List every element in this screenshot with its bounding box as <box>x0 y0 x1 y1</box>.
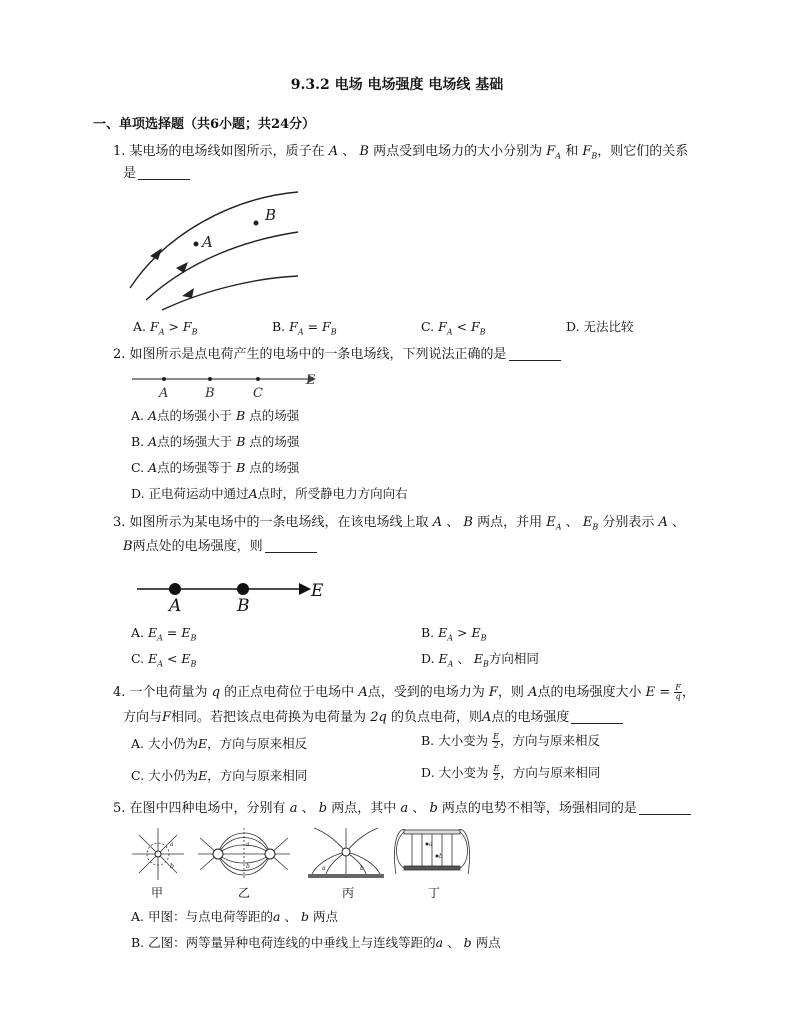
question-3-line-2: B两点处的电场强度，则 <box>123 540 317 553</box>
figure-bing-charge-plate <box>304 826 388 882</box>
point-c <box>256 377 260 381</box>
figure-field-lines-q1 <box>120 190 310 315</box>
q1-option-a[interactable]: A. $F_A > F_B$ <box>133 319 198 337</box>
svg-text:a: a <box>246 841 250 848</box>
q1-option-b[interactable]: B. $F_A = F_B$ <box>272 319 337 337</box>
q4-option-d[interactable]: D. 大小变为 $\frac{E}{2}$ ，方向与原来相同 <box>421 764 601 782</box>
question-number: 2. <box>113 347 126 362</box>
fraction-f-over-q: $\frac{F}{q}$ <box>675 683 681 701</box>
q4-option-c[interactable]: C. 大小仍为E，方向与原来相同 <box>131 768 308 783</box>
caption-bing: 丙 <box>342 886 355 900</box>
question-number: 4. <box>113 685 126 700</box>
answer-blank <box>509 349 561 361</box>
q3-option-d[interactable]: D. $E_A$ 、 $E_B$方向相同 <box>421 651 539 669</box>
label-e: E <box>311 581 324 601</box>
question-2-line-1: 2. 如图所示是点电荷产生的电场中的一条电场线，下列说法正确的是 <box>113 348 561 361</box>
svg-text:b: b <box>246 863 250 870</box>
q3-option-c[interactable]: C. $E_A < E_B$ <box>131 651 197 669</box>
field-line <box>146 232 298 300</box>
arrow-head <box>150 248 162 260</box>
svg-text:b: b <box>439 853 443 860</box>
question-4-line-1: 4. 一个电荷量为 q 的正点电荷位于电场中 A点，受到的电场力为 F，则 A点的电场强度大小 E = $\frac{F}{q}$ ， <box>113 683 695 701</box>
label-a: A <box>159 386 169 400</box>
answer-blank <box>265 541 317 553</box>
caption-ding: 丁 <box>428 886 441 900</box>
section-heading: 一、单项选择题（共6小题；共24分） <box>93 117 316 132</box>
label-a: A <box>202 233 213 251</box>
field-line <box>162 276 298 310</box>
metal-plate <box>308 874 384 878</box>
label-e: E <box>306 373 316 388</box>
answer-blank <box>138 168 190 180</box>
figure-field-line-q2 <box>130 370 325 400</box>
arrow-head <box>299 583 311 595</box>
q3-option-b[interactable]: B. $E_A > E_B$ <box>421 625 487 643</box>
label-b: B <box>237 596 250 614</box>
label-b: B <box>265 206 277 224</box>
question-number: 1. <box>113 144 126 159</box>
q4-option-b[interactable]: B. 大小变为 $\frac{E}{2}$ ，方向与原来相反 <box>421 732 601 750</box>
label-a: A <box>169 596 182 614</box>
figure-ding-parallel-plates <box>392 824 472 882</box>
q2-option-d[interactable]: D. 正电荷运动中通过A点时，所受静电力方向向右 <box>131 486 408 501</box>
svg-text:a: a <box>322 865 326 872</box>
fraction-e-over-2: $\frac{E}{2}$ <box>493 764 500 782</box>
point-a <box>169 583 181 595</box>
q2-option-a[interactable]: A. A点的场强小于 B 点的场强 <box>131 408 300 423</box>
point-b <box>254 221 259 226</box>
positive-charge <box>213 849 223 859</box>
page-title: 9.3.2 电场 电场强度 电场线 基础 <box>290 77 504 93</box>
q2-option-c[interactable]: C. A点的场强等于 B 点的场强 <box>131 460 300 475</box>
negative-charge <box>265 849 275 859</box>
fraction-e-over-2: $\frac{E}{2}$ <box>493 732 499 750</box>
point-b <box>237 583 249 595</box>
question-number: 5. <box>113 801 126 816</box>
point-a <box>194 242 199 247</box>
q1-option-d[interactable]: D. 无法比较 <box>566 319 634 334</box>
question-number: 3. <box>113 515 126 530</box>
q2-option-b[interactable]: B. A点的场强大于 B 点的场强 <box>131 434 300 449</box>
point-b <box>208 377 212 381</box>
answer-blank <box>571 712 623 724</box>
question-3-line-1: 3. 如图所示为某电场中的一条电场线，在该电场线上取 A 、 B 两点，并用 $E_A$ 、 $E_B$ 分别表示 A 、 <box>113 515 686 532</box>
question-1-line-2: 是 <box>123 167 190 180</box>
label-c: C <box>253 386 263 400</box>
figure-field-line-q3 <box>135 578 330 614</box>
q5-option-b[interactable]: B. 乙图：两等量异种电荷连线的中垂线上与连线等距的a 、 b 两点 <box>131 935 501 950</box>
figure-jia-point-charge <box>128 826 188 882</box>
q4-option-a[interactable]: A. 大小仍为E，方向与原来相反 <box>131 736 308 751</box>
svg-text:b: b <box>170 863 174 870</box>
point-charge <box>155 851 161 857</box>
point-charge <box>342 848 350 856</box>
question-4-line-2: 方向与F相同。若把该点电荷换为电荷量为 2q 的负点电荷，则A点的电场强度 <box>123 711 623 724</box>
figure-yi-dipole <box>196 826 292 882</box>
caption-jia: 甲 <box>151 886 164 900</box>
label-b: B <box>205 386 215 400</box>
point-a <box>162 377 166 381</box>
arrow-head <box>176 262 188 273</box>
svg-text:b: b <box>360 865 364 872</box>
caption-yi: 乙 <box>238 886 251 900</box>
q1-option-c[interactable]: C. $F_A < F_B$ <box>421 319 486 337</box>
svg-text:a: a <box>429 841 433 848</box>
question-5-line-1: 5. 在图中四种电场中，分别有 a 、 b 两点，其中 a 、 b 两点的电势不相等，场强相同的是 <box>113 802 691 815</box>
question-1-line-1: 1. 某电场的电场线如图所示，质子在 A 、 B 两点受到电场力的大小分别为 $F_A$ 和 $F_B$，则它们的关系 <box>113 144 689 161</box>
q5-option-a[interactable]: A. 甲图：与点电荷等距的a 、 b 两点 <box>131 909 338 924</box>
answer-blank <box>639 803 691 815</box>
svg-text:a: a <box>170 841 174 848</box>
arrow-head <box>182 288 194 298</box>
q3-option-a[interactable]: A. $E_A = E_B$ <box>131 625 197 643</box>
